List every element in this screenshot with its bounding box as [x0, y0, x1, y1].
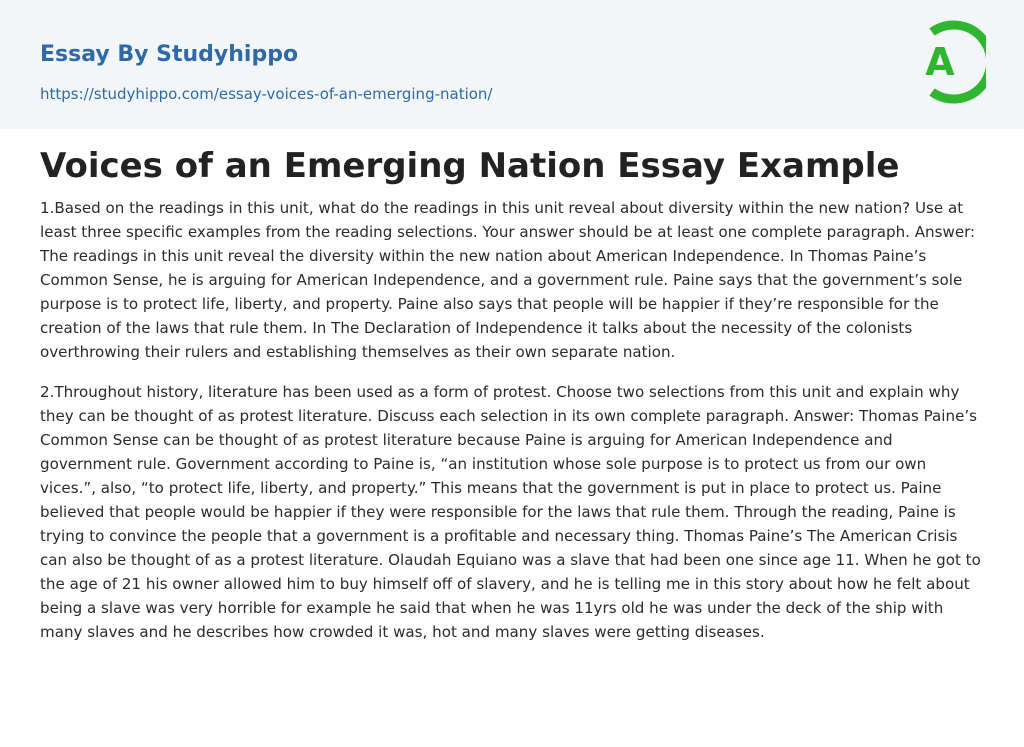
logo-a-ring-icon[interactable] [912, 19, 986, 105]
logo-letter: A [925, 40, 955, 84]
site-header [0, 0, 1024, 129]
logo-svg [912, 19, 986, 105]
source-url-link[interactable]: https://studyhippo.com/essay-voices-of-an-emerging-nation/ [40, 85, 493, 103]
essay-paragraph-1: 1.Based on the readings in this unit, what do the readings in this unit reveal about diversity within the new nation? Use at least three specific examples from the reading selections. Your answer should be at least one complete paragraph. Answer: The readings in this unit reveal the diversity within the new nation about American Independence. In Thomas Paine’s Common Sense, he is arguing for American Independence, and a government rule. Paine says that the government’s sole purpose is to protect life, liberty, and property. Paine also says that people will be happier if they’re responsible for the creation of the laws that rule them. In The Declaration of Independence it talks about the necessity of the colonists overthrowing their rulers and establishing themselves as their own separate nation. [40, 199, 976, 361]
essay-body [40, 196, 986, 660]
page-title: Voices of an Emerging Nation Essay Example [40, 146, 900, 186]
essay-paragraph-2: 2.Throughout history, literature has been used as a form of protest. Choose two selections from this unit and explain why they can be thought of as protest literature. Discuss each selection in its own complete paragraph. Answer: Thomas Paine’s Common Sense can be thought of as protest literature because Paine is arguing for American Independence and government rule. Government according to Paine is, “an institution whose sole purpose is to protect us from our own vices.”, also, “to protect life, liberty, and property.” This means that the government is put in place to protect us. Paine believed that people would be happier if they were responsible for the laws that rule them. Through the reading, Paine is trying to convince the people that a government is a profitable and necessary thing. Thomas Paine’s The American Crisis can also be thought of as a protest literature. Olaudah Equiano was a slave that had been one since age 11. When he got to the age of 21 his owner allowed him to buy himself off of slavery, and he is telling me in this story about how he felt about being a slave was very horrible for example he said that when he was 11yrs old he was under the deck of the ship with many slaves and he describes how crowded it was, hot and many slaves were getting diseases. [40, 383, 981, 641]
site-brand[interactable]: Essay By Studyhippo [40, 42, 299, 67]
